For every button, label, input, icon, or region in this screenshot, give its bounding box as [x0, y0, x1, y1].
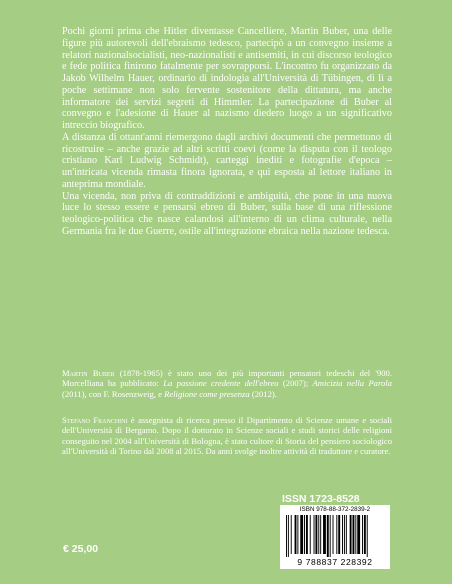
barcode-bar	[330, 515, 331, 557]
barcode-bar	[288, 515, 289, 557]
description-paragraph-3: Una vicenda, non priva di contraddizioni e ambiguità, che pone in una nuova luce lo stesso essere e pensarsi ebreo di Buber, sulla base di una riflessione teologico-politica che nasce calandosi all'interno di un clima culturale, nella Germania fra le due Guerre, ostile all'integrazione ebraica nella nazione tedesca.	[62, 190, 392, 237]
barcode-bar	[364, 515, 366, 554]
barcode-bar	[344, 515, 345, 554]
barcode-bar	[346, 515, 347, 554]
barcode-bar	[333, 515, 334, 554]
barcode-bar	[338, 515, 340, 554]
barcode-bar	[286, 515, 287, 557]
barcode-bar	[336, 515, 337, 554]
barcode-digits: 9 788837 228392	[297, 557, 373, 567]
barcode-bar	[355, 515, 356, 554]
bio-text: (2007);	[278, 378, 313, 389]
book-title: Amicizia nella Parola	[312, 378, 392, 389]
author-bio-franchini	[62, 415, 392, 456]
author-name: Martin Buber	[62, 368, 115, 378]
barcode-bar	[295, 515, 297, 554]
barcode-bar	[318, 515, 319, 554]
barcode-bar	[350, 515, 352, 554]
issn-label: ISSN 1723-8528	[282, 493, 360, 505]
barcode-bar	[342, 515, 343, 554]
isbn-label: ISBN 978-88-372-2839-2	[299, 506, 371, 513]
barcode-bar	[367, 515, 368, 557]
barcode-bar	[297, 515, 298, 554]
barcode	[280, 505, 390, 569]
author-bio-buber	[62, 368, 392, 399]
description-paragraph-1: Pochi giorni prima che Hitler diventasse Cancelliere, Martin Buber, una delle figure più autorevoli dell'ebraismo tedesco, partecipò a un convegno insieme a relatori nazionalsocialisti, neo-nazionalisti e antisemiti, in cui discorso teologico e fede politica finirono fatalmente per sovrapporsi. L'incontro fu organizzato da Jakob Wilhelm Hauer, ordinario di indologia all'Università di Tübingen, di lì a poche settimane non solo fervente sostenitore della dittatura, ma anche informatore dei servizi segreti di Himmler. La partecipazione di Buber al convegno e l'adesione di Hauer al nazismo diedero luogo a un significativo intreccio biografico.	[62, 26, 392, 131]
barcode-bar	[314, 515, 315, 554]
barcode-bar	[315, 515, 317, 554]
barcode-bar	[300, 515, 303, 554]
bio-text: è assegnista di ricerca presso il Dipartimento di Scienze umane e sociali dell'Università di Bergamo. Dopo il dottorato in Scienze sociali e studi storici delle religioni conseguito nel 2004 all'Università di Bologna, è stato cultore di Storia del pensiero sociologico all'Università di Torino dal 2008 al 2015. Da anni svolge inoltre attività di traduttore e curatore.	[62, 415, 393, 456]
barcode-bar	[353, 515, 355, 554]
description-paragraph-2: A distanza di ottant'anni riemergono dagli archivi documenti che permettono di ricostruire – anche grazie ad altri scritti coevi (come la disputa con il teologo cristiano Karl Ludwig Schmidt), carteggi inediti e fotografie d'epoca – un'intricata vicenda rimasta finora ignorata, e qui esposta al lettore italiano in anteprima mondiale.	[62, 131, 392, 190]
barcode-bar	[323, 515, 326, 554]
barcode-bar	[291, 515, 292, 554]
book-title: La passione credente dell'ebreo	[163, 378, 279, 389]
barcode-bars	[286, 515, 384, 557]
barcode-bar	[320, 515, 321, 554]
barcode-bar	[310, 515, 311, 554]
barcode-bar	[362, 515, 363, 554]
barcode-bar	[304, 515, 305, 554]
barcode-bar	[327, 515, 329, 557]
bio-text: (2011), con F. Rosenzweig, e	[62, 388, 165, 399]
book-description	[62, 26, 392, 238]
bio-text: (2012).	[249, 388, 277, 399]
barcode-bar	[357, 515, 360, 554]
author-name: Stefano Franchini	[62, 415, 128, 425]
bio-text: (1878-1965) è stato uno dei più importanti pensatori tedeschi del '900. Morcelliana ha pubblicato:	[62, 368, 392, 389]
price: € 25,00	[63, 543, 99, 555]
barcode-bar	[306, 515, 308, 554]
book-title: Religione come presenza	[164, 388, 250, 399]
